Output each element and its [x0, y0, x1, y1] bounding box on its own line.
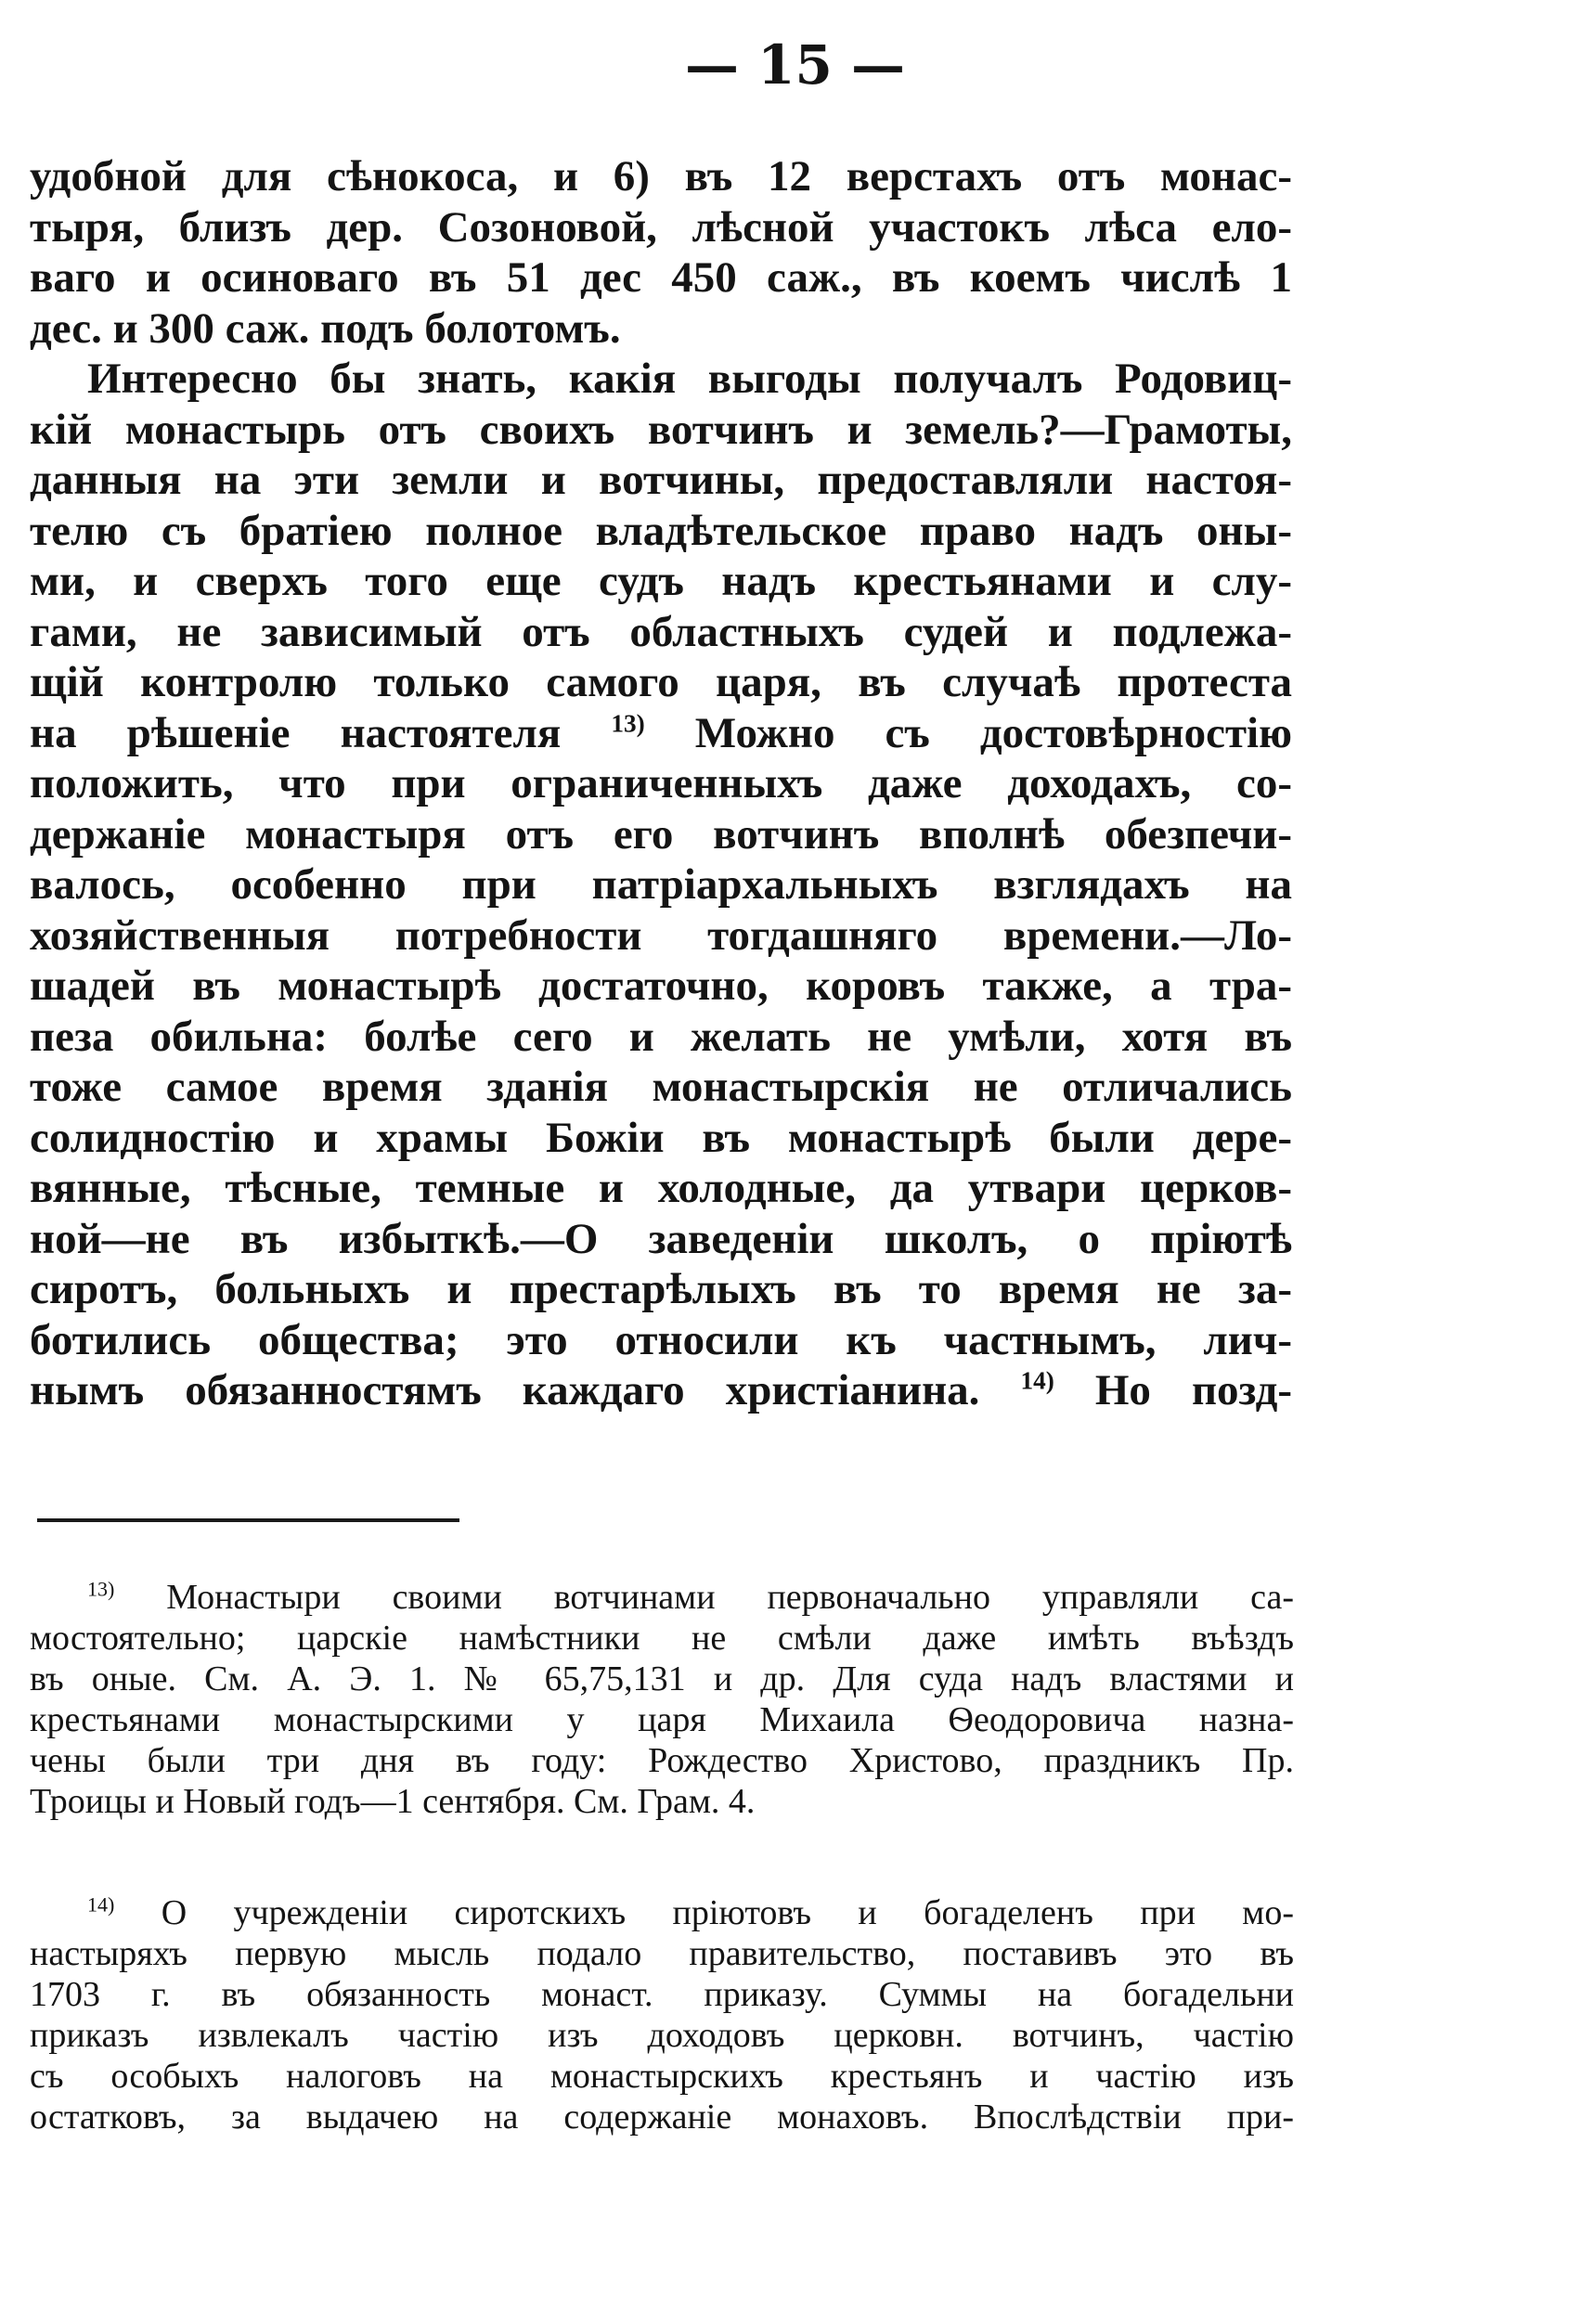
text-line: дес. и 300 саж. подъ болотомъ. [30, 303, 621, 353]
text-line: данныя на эти земли и вотчины, предоставляли настоя- [30, 456, 1292, 504]
footnote-line: въ оные. См. А. Э. 1. № 65,75,131 и др. Для суда надъ властями и [30, 1659, 1294, 1698]
text-line: тыря, близъ дер. Созоновой, лѣсной участокъ лѣса ело- [30, 202, 1292, 252]
footnote-line [30, 1577, 1294, 1618]
footnote-ref-13[interactable]: 13) [611, 708, 645, 737]
text-line-with-footnote-ref [30, 1365, 1292, 1416]
text-fragment: Но позд- [1094, 1366, 1292, 1414]
text-fragment: на рѣшеніе настоятеля [30, 708, 562, 757]
footnote-line: крестьянами монастырскими у царя Михаила Ѳеодоровича назна- [30, 1700, 1294, 1739]
text-fragment: нымъ обязанностямъ каждаго христіанина. [30, 1366, 980, 1414]
text-line: шадей въ монастырѣ достаточно, коровъ также, а тра- [30, 962, 1292, 1010]
footnote-13 [30, 1577, 1294, 1822]
text-line: гами, не зависимый отъ областныхъ судей и подлежа- [30, 607, 1292, 656]
footnote-mark-14: 14) [87, 1892, 115, 1917]
text-line: ваго и осиноваго въ 51 дес 450 саж., въ коемъ числѣ 1 [30, 253, 1292, 302]
footnote-line: чены были три дня въ году: Рождество Христово, праздникъ Пр. [30, 1741, 1294, 1780]
footnote-line: Троицы и Новый годъ—1 сентября. См. Грам. 4. [30, 1782, 756, 1821]
text-fragment: Можно съ достовѣрностію [694, 708, 1293, 757]
footnote-line: 1703 г. въ обязанность монаст. приказу. Суммы на богадельни [30, 1975, 1294, 2014]
footnote-line: приказъ извлекалъ частію изъ доходовъ церковн. вотчинъ, частію [30, 2016, 1294, 2055]
footnote-line: остатковъ, за выдачею на содержаніе монаховъ. Впослѣдствіи при- [30, 2098, 1294, 2137]
text-line: кій монастырь отъ своихъ вотчинъ и земель?—Грамоты, [30, 405, 1292, 454]
page-number: — 15 — [684, 33, 906, 97]
footnote-divider [37, 1518, 459, 1522]
main-text [30, 151, 1292, 1416]
footnote-line: съ особыхъ налоговъ на монастырскихъ крестьянъ и частію изъ [30, 2057, 1294, 2096]
text-line: ми, и сверхъ того еще судъ надъ крестьянами и слу- [30, 557, 1292, 605]
footnote-line: настыряхъ первую мысль подало правительство, поставивъ это въ [30, 1934, 1294, 1973]
text-line: хозяйственныя потребности тогдашняго времени.—Ло- [30, 910, 1292, 960]
text-line: положить, что при ограниченныхъ даже доходахъ, со- [30, 759, 1292, 807]
text-line: Интересно бы знать, какія выгоды получалъ Родовиц- [87, 355, 1292, 403]
text-line: ботились общества; это относили къ частнымъ, лич- [30, 1315, 1292, 1364]
text-fragment: Монастыри своими вотчинами первоначально управляли са- [166, 1578, 1294, 1617]
text-line: держаніе монастыря отъ его вотчинъ вполнѣ обезпечи- [30, 809, 1292, 859]
text-line: удобной для сѣнокоса, и 6) въ 12 верстахъ отъ монас- [30, 152, 1292, 200]
text-line: пеза обильна: болѣе сего и желать не умѣли, хотя въ [30, 1012, 1292, 1061]
footnote-mark-13: 13) [87, 1577, 115, 1601]
text-line: телю съ братіею полное владѣтельское право надъ оны- [30, 506, 1292, 555]
footnote-line [30, 1892, 1294, 1933]
text-line: тоже самое время зданія монастырскія не отличались [30, 1063, 1292, 1111]
footnote-14 [30, 1892, 1294, 2137]
text-line: валось, особенно при патріархальныхъ взглядахъ на [30, 860, 1292, 909]
footnote-ref-14[interactable]: 14) [1020, 1366, 1054, 1395]
text-line: солидностію и храмы Божіи въ монастырѣ были дере- [30, 1113, 1292, 1162]
text-line-with-footnote-ref [30, 708, 1292, 759]
text-line: ной—не въ избыткѣ.—О заведеніи школъ, о пріютѣ [30, 1214, 1292, 1263]
text-line: щій контролю только самого царя, въ случаѣ протеста [30, 658, 1292, 706]
footnote-line: мостоятельно; царскіе намѣстники не смѣли даже имѣть въѣздъ [30, 1619, 1294, 1658]
text-fragment: О учрежденіи сиротскихъ пріютовъ и богаделенъ при мо- [161, 1893, 1294, 1932]
text-line: сиротъ, больныхъ и престарѣлыхъ въ то время не за- [30, 1265, 1292, 1313]
text-line: вянные, тѣсные, темные и холодные, да утвари церков- [30, 1164, 1292, 1212]
